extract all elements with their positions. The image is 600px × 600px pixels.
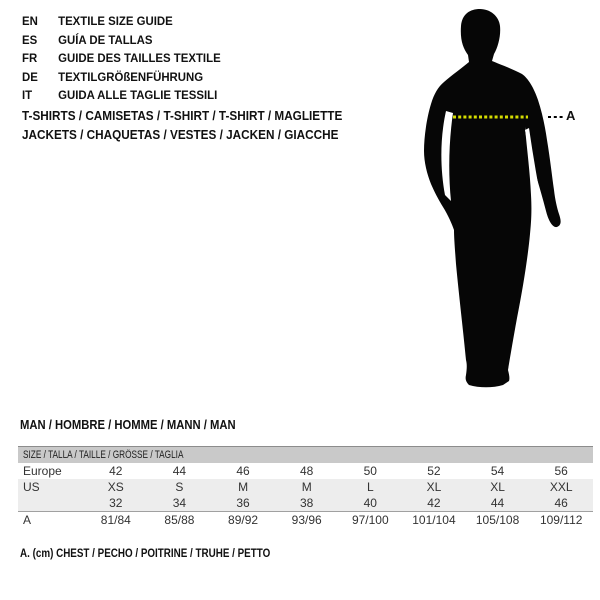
table-row-us-numeric [18,495,593,511]
man-silhouette-figure [395,0,600,400]
language-code: ES [22,32,38,47]
row-label: US [23,480,40,494]
measure-label-a: A [566,108,576,123]
table-cell: 81/84 [100,513,131,527]
table-cell: L [366,480,374,494]
table-row-europe [18,463,593,479]
language-row [22,86,231,105]
table-cell: 42 [427,496,441,510]
table-row-chest [18,512,593,528]
table-row-us [18,479,593,495]
row-label: A [23,513,32,527]
table-cell: 50 [363,464,377,478]
table-cell: XS [107,480,124,494]
table-cell: 44 [172,464,187,478]
table-cell: 93/96 [291,513,322,527]
table-cell: 105/108 [475,513,520,527]
table-cell: 89/92 [228,513,259,527]
table-cell: M [301,480,312,494]
table-cell: 52 [427,464,441,478]
table-cell: M [238,480,249,494]
language-code: FR [22,51,38,66]
size-table [18,446,593,528]
table-cell: 44 [490,496,505,510]
table-cell: 97/100 [351,513,389,527]
chest-footnote: A. (cm) CHEST / PECHO / POITRINE / TRUHE / PETTO [20,546,271,560]
table-cell: 48 [300,464,314,478]
language-row [22,12,231,31]
language-code: EN [22,14,38,28]
language-text: GUÍA DE TALLAS [58,32,153,47]
language-text: GUIDA ALLE TAGLIE TESSILI [58,88,218,103]
language-row [22,31,231,50]
table-cell: 38 [300,496,314,510]
category-heading [22,107,363,144]
language-guide-list [22,12,231,105]
man-silhouette [395,0,600,400]
table-cell: 109/112 [539,513,583,527]
language-text: GUIDE DES TAILLES TEXTILE [58,51,221,66]
language-text: TEXTILGRÖßENFÜHRUNG [58,69,204,84]
table-cell: 34 [172,496,187,510]
table-cell: 32 [109,496,123,510]
category-line-jackets: JACKETS / CHAQUETAS / VESTES / JACKEN / GIACCHE [22,127,339,142]
table-cell: 46 [236,464,250,478]
table-cell: 54 [490,464,505,478]
table-cell: 46 [554,496,568,510]
size-table-header: SIZE / TALLA / TAILLE / GRÖSSE / TAGLIA [18,447,593,463]
section-heading: MAN / HOMBRE / HOMME / MANN / MAN [20,418,236,432]
language-code: IT [22,88,33,103]
language-row [22,49,231,68]
table-cell: 40 [363,496,377,510]
table-cell: XL [426,480,442,494]
language-row [22,68,231,87]
table-cell: 101/104 [412,513,456,527]
language-text: TEXTILE SIZE GUIDE [58,14,173,28]
table-cell: 42 [109,464,123,478]
table-cell: 56 [554,464,568,478]
row-label: Europe [23,464,62,478]
table-cell: XL [490,480,505,494]
table-cell: 36 [236,496,250,510]
row-label [18,495,84,511]
table-cell: S [175,480,184,494]
language-code: DE [22,69,38,84]
table-cell: 85/88 [164,513,195,527]
category-line-tshirts: T-SHIRTS / CAMISETAS / T-SHIRT / T-SHIRT / MAGLIETTE [22,109,343,123]
table-cell: XXL [549,480,573,494]
